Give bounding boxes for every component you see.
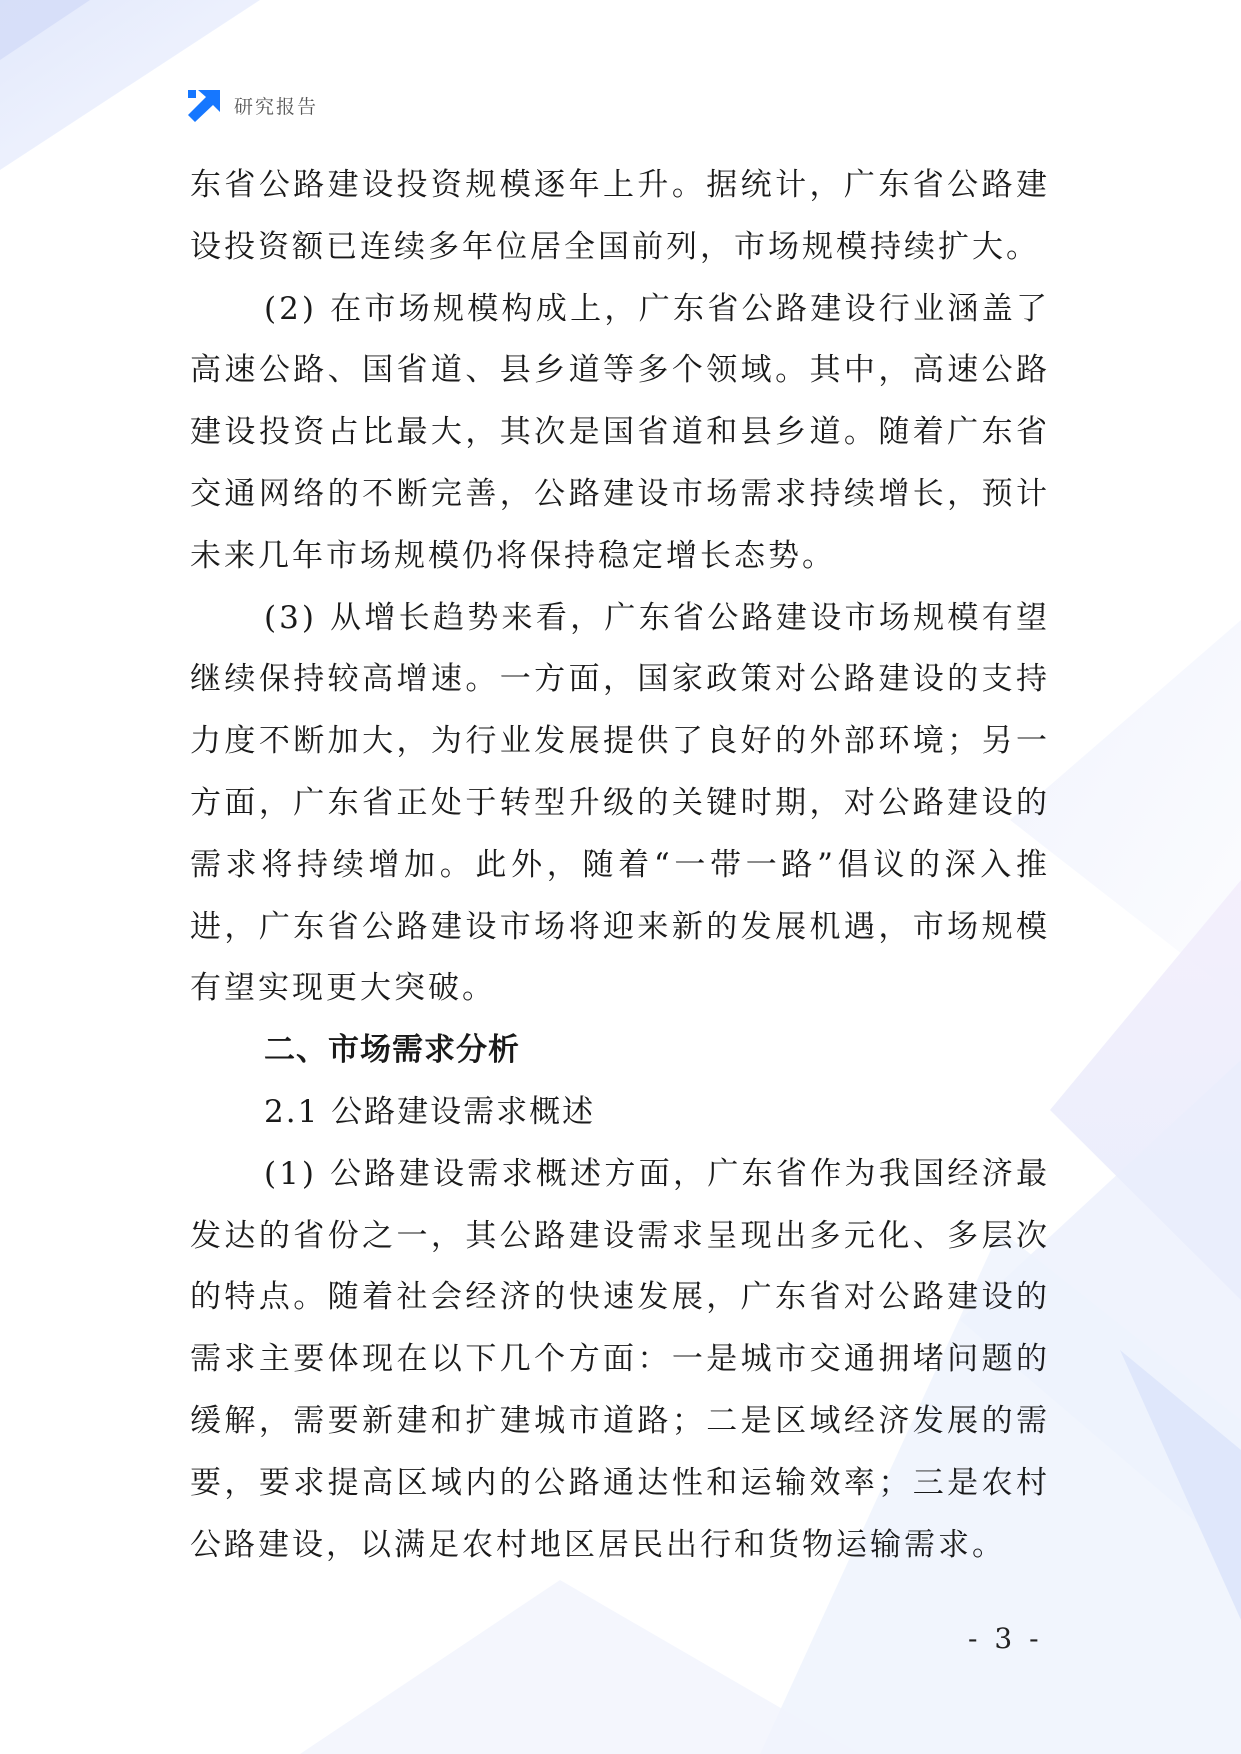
report-header [186, 88, 318, 122]
paragraph-1: 东省公路建设投资规模逐年上升。据统计，广东省公路建设投资额已连续多年位居全国前列，市场规模持续扩大。 [190, 167, 1050, 265]
page-number: - 3 - [968, 1622, 1043, 1655]
section-heading: 二、市场需求分析 [264, 1032, 520, 1069]
paragraph-3: (3) 从增长趋势来看，广东省公路建设市场规模有望继续保持较高增速。一方面，国家政策对公路建设的支持力度不断加大，为行业发展提供了良好的外部环境；另一方面，广东省正处于转型升级的关键时期，对公路建设的需求将持续增加。此外，随着“一带一路”倡议的深入推进，广东省公路建设市场将迎来新的发展机遇，市场规模有望实现更大突破。 [190, 599, 1050, 1007]
document-body [190, 155, 1050, 1576]
arrow-up-right-icon [186, 88, 222, 122]
subsection-heading: 2.1 公路建设需求概述 [264, 1093, 596, 1130]
paragraph-2: (2) 在市场规模构成上，广东省公路建设行业涵盖了高速公路、国省道、县乡道等多个领域。其中，高速公路建设投资占比最大，其次是国省道和县乡道。随着广东省交通网络的不断完善，公路建设市场需求持续增长，预计未来几年市场规模仍将保持稳定增长态势。 [190, 290, 1050, 574]
paragraph-4: (1) 公路建设需求概述方面，广东省作为我国经济最发达的省份之一，其公路建设需求呈现出多元化、多层次的特点。随着社会经济的快速发展，广东省对公路建设的需求主要体现在以下几个方面：一是城市交通拥堵问题的缓解，需要新建和扩建城市道路；二是区域经济发展的需要，要求提高区域内的公路通达性和运输效率；三是农村公路建设，以满足农村地区居民出行和货物运输需求。 [190, 1155, 1050, 1563]
header-title: 研究报告 [234, 95, 319, 118]
